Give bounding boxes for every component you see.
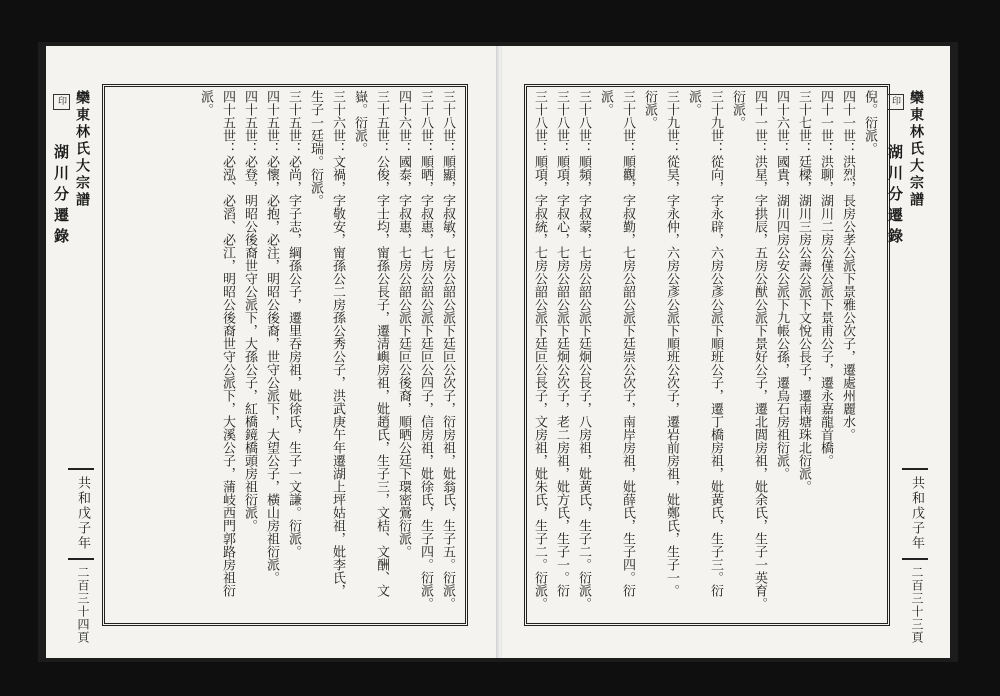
text-column: 四十一世：洪聊，湖川二房公僅公派下景甫公子，遷永嘉龍首橋。	[818, 90, 833, 467]
text-column: 衍派。	[642, 90, 657, 129]
right-page	[502, 46, 950, 658]
book-title: 欒東林氏大宗譜	[908, 90, 924, 209]
text-column: 三十八世：順顯，字叔敏，七房公韶公派下廷叵公次子，衍房祖，妣翁氏，生子五。衍派。	[440, 90, 455, 610]
book-title: 欒東林氏大宗譜	[74, 90, 90, 209]
text-column: 三十五世：必尚，字子志，綱孫公子，遷里吞房祖，妣徐氏，生子一文謙。衍派。	[286, 90, 301, 558]
text-column: 嶽。衍派。	[352, 90, 367, 155]
section-title: 湖川分遷錄	[52, 143, 70, 249]
text-column: 三十八世：順觀，字叔勤，七房公韶公派下廷崇公次子，南岸房祖，妣薛氏，生子四。衍	[620, 90, 635, 597]
text-column: 四十六世：國泰，字叔惠，七房公韶公派下廷叵公後裔，順晒公廷下環密鶯衍派。	[396, 90, 411, 558]
text-column: 四十一世：洪烈，長房公孝公派下景雅公次子，遷處州麗水。	[840, 90, 855, 441]
page-number: 二百三十四頁	[76, 566, 90, 644]
right-page-text	[528, 90, 880, 610]
divider	[68, 468, 94, 470]
text-column: 三十七世：廷樑，湖川三房公壽公派下文悅公長子，遷南塘珠北衍派。	[796, 90, 811, 493]
divider	[902, 558, 928, 560]
text-column: 四十五世：必登，明昭公後裔世守公派下，大孫公子，紅橋鏡橋頭房祖衍派。	[242, 90, 257, 532]
divider	[68, 558, 94, 560]
text-column: 三十九世：從昊，字永仲，六房公彥公派下順班公次子，遷岩前房祖，妣鄭氏，生子一。	[664, 90, 679, 597]
seal-icon: 印	[53, 94, 70, 110]
text-column: 三十五世：公俊，字士均，甯孫公長子，遷清嶼房祖，妣趙氏，生子三，文桔、文酬、文	[374, 90, 389, 597]
text-column: 四十五世：必懷，必抱，必注，明昭公後裔，世守公派下，大望公子，橫山房祖衍派。	[264, 90, 279, 584]
text-column: 四十五世：必泓、必滔、必江，明昭公後裔世守公派下，大溪公子，蒲岐西門郭路房祖衍	[220, 90, 235, 597]
seal-icon: 印	[887, 94, 904, 110]
year-label: 共和戊子年	[75, 476, 90, 551]
text-column: 衍派。	[730, 90, 745, 129]
text-column: 四十一世：洪星，字拱辰，五房公猷公派下景好公子，遷北閭房祖，妣余氏，生子一英育。	[752, 90, 767, 610]
text-column: 派。	[686, 90, 701, 116]
section-title: 湖川分遷錄	[886, 143, 904, 249]
text-column: 派。	[198, 90, 213, 116]
left-page	[46, 46, 498, 658]
divider	[902, 468, 928, 470]
text-column: 生子一廷瑞。衍派。	[308, 90, 323, 207]
text-column: 三十八世：順項，字叔心，七房公韶公派下廷炯公次子，老二房祖，妣方氏，生子一。衍	[554, 90, 569, 597]
text-column: 四十六世：國貴，湖川四房公安公派下九帳公孫，遷烏石房祖衍派。	[774, 90, 789, 480]
page-number: 二百三十三頁	[910, 566, 924, 644]
text-column: 派。	[598, 90, 613, 116]
left-page-header	[52, 90, 92, 249]
text-column: 倪。衍派。	[862, 90, 877, 155]
text-column: 三十八世：順項，字叔統，七房公韶公派下廷叵公長子，文房祖，妣朱氏，生子二。衍派。	[532, 90, 547, 610]
year-label: 共和戊子年	[909, 476, 924, 551]
text-column: 三十八世：順晒，字叔惠，七房公韶公派下廷叵公四子，信房祖，妣徐氏，生子四。衍派。	[418, 90, 433, 610]
right-page-header	[886, 90, 926, 249]
text-column: 三十九世：從向，字永辟，六房公彥公派下順班公子，遷丁橋房祖，妣黃氏，生子三。衍	[708, 90, 723, 597]
left-page-text	[106, 90, 458, 610]
text-column: 三十八世：順頻，字叔蒙，七房公韶公派下廷炯公長子，八房祖，妣黃氏，生子二。衍派。	[576, 90, 591, 610]
text-column: 三十六世：文禍，字敬安，甯孫公二房孫公秀公子，洪武庚午年遷湖上坪姑祖，妣李氏，	[330, 90, 345, 597]
